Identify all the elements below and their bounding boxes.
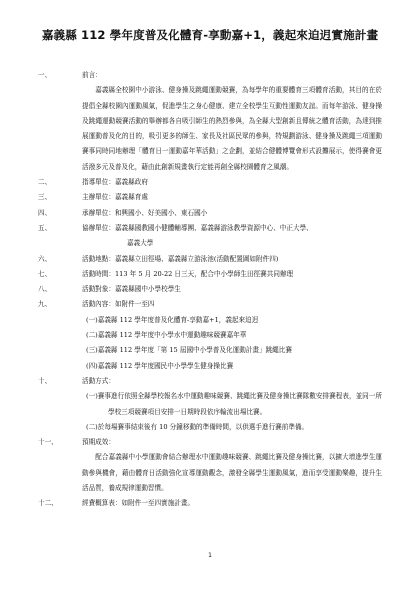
section-number: 三、 <box>38 193 52 202</box>
section-label: 前言： <box>82 71 102 79</box>
section-number: 十一、 <box>38 438 58 447</box>
section-budget <box>38 496 382 511</box>
list-item: (三)嘉義縣 112 學年度「第 15 屆國中小學普及化運動計畫」跳繩比賽 <box>86 346 292 355</box>
section-text: 活動內容：如附件一至四 <box>82 300 155 309</box>
list-item: (一)嘉義縣 112 學年度普及化體育-享動嘉+1，義起來迫迌 <box>86 315 259 324</box>
section-content <box>38 297 382 373</box>
section-text: 預期成效： <box>82 438 115 447</box>
section-organizer <box>38 190 382 205</box>
list-item: (四)嘉義縣 112 學年度國民中小學學生健身操比賽 <box>86 361 234 370</box>
section-number: 二、 <box>38 178 52 187</box>
section-method <box>38 374 382 435</box>
section-number: 六、 <box>38 254 52 263</box>
section-number: 四、 <box>38 208 52 217</box>
section-preface <box>38 68 382 175</box>
results-paragraph: 配合嘉義縣中小學運動會結合辦理水中運動趣味競賽、跳繩比賽及健身操比賽，以擴大增進學生運動參與機會，藉由體育日活動強化宣導運動觀念，激發全縣學生運動風氣，進而享受運動樂趣，提升生活品質，養成規律運動習慣。 <box>82 453 382 493</box>
list-item: (一)賽事進行依照全縣學校報名水中運動趣味競賽、跳繩比賽及健身操比賽隊數安排賽程表，並同一所學校三項競賽項目安排一日期時段依序輪流出場比賽。 <box>86 392 382 416</box>
section-venue <box>38 252 382 267</box>
section-co-organizer <box>38 221 382 252</box>
section-number: 十二、 <box>38 499 58 508</box>
section-text: 指導單位：嘉義縣政府 <box>82 178 148 187</box>
section-supervisor <box>38 175 382 190</box>
section-number: 一、 <box>38 71 52 79</box>
section-text: 承辦單位：和興國小、好美國小、東石國小 <box>82 208 208 217</box>
section-number: 八、 <box>38 285 52 294</box>
preface-paragraph: 嘉義縣全校園中小游泳、健身操及跳繩運動競賽，為每學年的重要體育三項體育活動，其目的在於提倡全縣校園內運動風氣，促進學生之身心健康、建立全校學生互動性運動友誼。而每年游泳、健身操及跳繩運動競賽活動的舉辦都各自吸引師生的熱烈參與，為全縣大型創新且傳統之體育活動，為達到推展運動普及化的目的，吸引更多的師生、家長及社區民眾的參與，特規劃游泳、健身操及跳繩三項運動賽事同時同地辦理「體育日一運動嘉年華活動」之企劃，並結合健體博覽會形式設攤展示，使得賽會更活潑多元及普及化，藉由此創新規畫執行定能再創全縣校園體育之風潮。 <box>82 86 382 171</box>
section-continuation: 嘉義大學 <box>127 239 154 248</box>
section-text: 活動地點：嘉義縣立田徑場、嘉義縣立游泳池(活動配置圖如附件四) <box>82 254 279 263</box>
section-text: 經費概算表：如附件一至四實施計畫。 <box>82 499 195 508</box>
list-item: (二)嘉義縣 112 學年度中小學水中運動趣味競賽嘉年華 <box>86 331 247 340</box>
section-expected-results <box>38 435 382 496</box>
list-item: (二)於每場賽事結束後有 10 分鐘移動的準備時間，以供選手進行賽前準備。 <box>86 422 309 431</box>
section-text: 協辦單位：嘉義縣國教國小健體輔導團、嘉義縣游泳教學資源中心、中正大學、 <box>82 223 313 232</box>
section-text: 主辦單位：嘉義縣育處 <box>82 193 148 202</box>
section-number: 九、 <box>38 300 52 309</box>
page-number: 1 <box>208 552 212 559</box>
section-executor <box>38 206 382 221</box>
section-number: 五、 <box>38 223 52 232</box>
section-number: 十、 <box>38 376 52 385</box>
section-number: 七、 <box>38 269 52 278</box>
section-text: 活動方式： <box>82 376 115 385</box>
page-title: 嘉義縣 112 學年度普及化體育-享動嘉+1，義起來迫迌實施計畫 <box>41 28 379 42</box>
section-text: 活動對象：嘉義縣國中小學校學生 <box>82 285 181 294</box>
section-time <box>38 267 382 282</box>
section-participants <box>38 282 382 297</box>
section-text: 活動時間：113 年 5 月 20-22 日三天，配合中小學師生田徑賽共同辦理 <box>82 269 294 278</box>
